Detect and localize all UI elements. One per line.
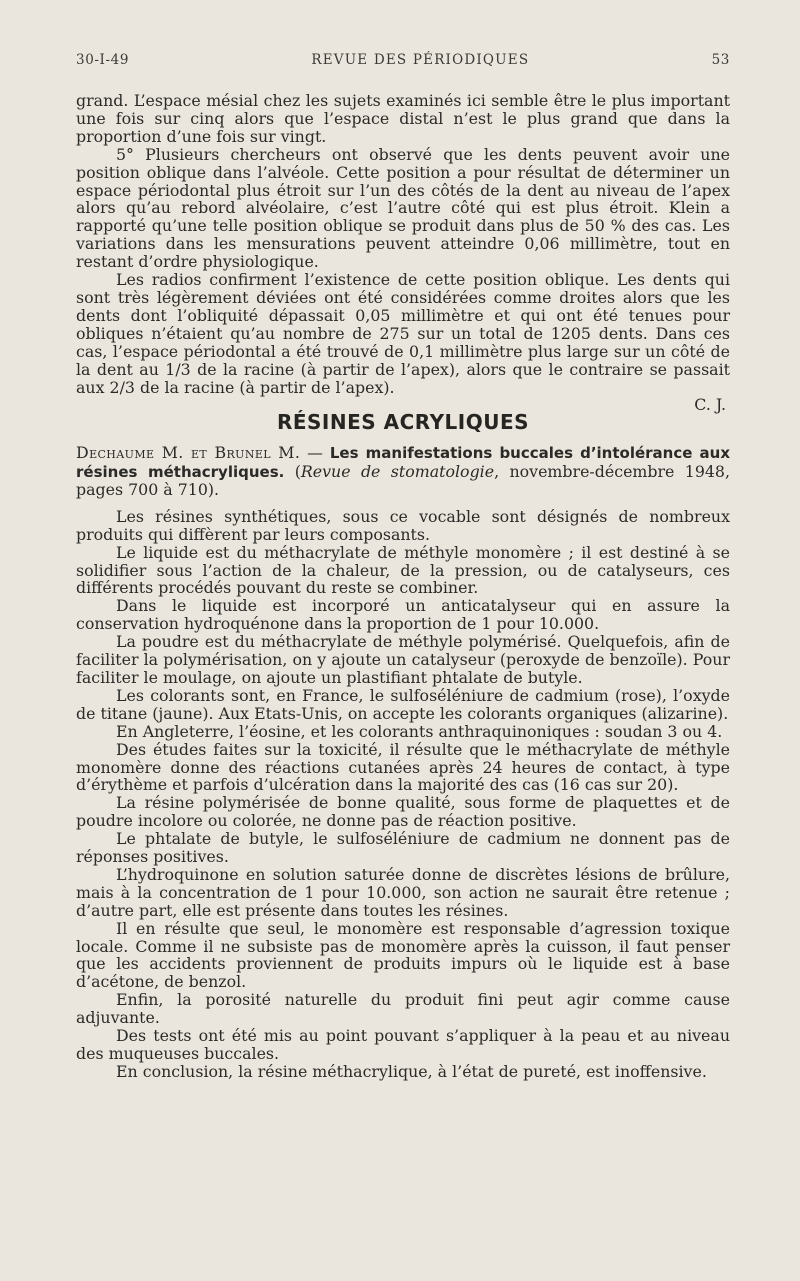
paragraph: En Angleterre, l’éosine, et les colorants anthraquinoniques : soudan 3 ou 4. xyxy=(116,721,723,741)
reference-authors: Dechaume M. et Brunel M. xyxy=(76,443,301,463)
paragraph: Le liquide est du méthacrylate de méthyle monomère ; il est destiné à se solidifier sous l’action de la chaleur, de la pression, ou de catalyseurs, ces différents procédés pouvant du reste se combiner. xyxy=(76,542,730,598)
paragraph: Des études faites sur la toxicité, il résulte que le méthacrylate de méthyle monomère donne des réactions cutanées après 24 heures de contact, à type d’érythème et parfois d’ulcération dans la majorité des cas (16 cas sur 20). xyxy=(76,739,730,795)
paragraph: grand. L’espace mésial chez les sujets examinés ici semble être le plus important une fois sur cinq alors que l’espace distal n’est le plus grand que dans la proportion d’une fois sur vingt. xyxy=(76,91,730,146)
author-signature: C. J. xyxy=(694,395,726,415)
previous-article-text xyxy=(76,92,730,396)
article-reference xyxy=(76,444,730,500)
running-header xyxy=(76,52,730,74)
reference-title: Les manifestations buccales d’intolérance aux résines méthacryliques. xyxy=(76,444,730,481)
paragraph: 5° Plusieurs chercheurs ont observé que les dents peuvent avoir une position oblique dans l’alvéole. Cette position a pour résultat de déterminer un espace périodontal plus étroit sur l’un des côtés de la dent au niveau de l’apex alors qu’au rebord alvéolaire, c’est l’autre côté qui est plus étroit. Klein a rapporté qu’une telle position oblique se produit dans plus de 50 % des cas. Les variations dans les mensurations peuvent atteindre 0,06 millimètre, tout en restant d’ordre physiologique. xyxy=(76,144,730,272)
reference-source-open: ( xyxy=(284,461,301,481)
paragraph: L’hydroquinone en solution saturée donne de discrètes lésions de brûlure, mais à la concentration de 1 pour 10.000, son action ne saurait être retenue ; d’autre part, elle est présente dans toutes les résines. xyxy=(76,864,730,920)
paragraph: Les radios confirment l’existence de cette position oblique. Les dents qui sont très légèrement déviées ont été considérées comme droites alors que les dents dont l’obliquité dépassait 0,05 millimètre et qui ont été tenues pour obliques n’étaient qu’au nombre de 275 sur un total de 1205 dents. Dans ces cas, l’espace périodontal a été trouvé de 0,1 millimètre plus large sur un côté de la dent au 1/3 de la racine (à partir de l’apex), alors que le contraire se passait aux 2/3 de la racine (à partir de l’apex). xyxy=(76,270,730,397)
reference-source-details: , novembre-décembre 1948, pages 700 à 710). xyxy=(76,461,730,500)
paragraph: Les colorants sont, en France, le sulfoséléniure de cadmium (rose), l’oxyde de titane (jaune). Aux Etats-Unis, on accepte les colorants organiques (alizarine). xyxy=(76,685,730,723)
paragraph: Il en résulte que seul, le monomère est responsable d’agression toxique locale. Comme il ne subsiste pas de monomère après la cuisson, il faut penser que les accidents proviennent de produits impurs où le liquide est à base d’acétone, de benzol. xyxy=(76,918,730,992)
article-body xyxy=(76,508,730,1081)
paragraph: Enfin, la porosité naturelle du produit fini peut agir comme cause adjuvante. xyxy=(76,990,730,1028)
paragraph: Dans le liquide est incorporé un anticatalyseur qui en assure la conservation hydroquénone dans la proportion de 1 pour 10.000. xyxy=(76,596,730,634)
paragraph: La poudre est du méthacrylate de méthyle polymérisé. Quelquefois, afin de faciliter la polymérisation, on y ajoute un catalyseur (peroxyde de benzoïle). Pour faciliter le moulage, on ajoute un plastifiant phtalate de butyle. xyxy=(76,632,730,687)
paragraph: En conclusion, la résine méthacrylique, à l’état de pureté, est inoffensive. xyxy=(116,1061,707,1081)
journal-title: REVUE DES PÉRIODIQUES xyxy=(311,52,530,68)
paragraph: Les résines synthétiques, sous ce vocable sont désignés de nombreux produits qui diffèrent par leurs composants. xyxy=(76,506,730,544)
section-title: RÉSINES ACRYLIQUES xyxy=(276,410,530,435)
document-page xyxy=(76,52,730,1081)
reference-dash: — xyxy=(300,443,330,463)
header-date: 30-I-49 xyxy=(76,52,130,68)
paragraph: Des tests ont été mis au point pouvant s’appliquer à la peau et au niveau des muqueuses buccales. xyxy=(76,1026,730,1063)
paragraph: Le phtalate de butyle, le sulfoséléniure de cadmium ne donnent pas de réponses positives. xyxy=(76,829,730,867)
paragraph: La résine polymérisée de bonne qualité, sous forme de plaquettes et de poudre incolore ou colorée, ne donne pas de réaction positive. xyxy=(76,793,730,831)
reference-journal: Revue de stomatologie xyxy=(300,461,495,481)
page-number: 53 xyxy=(711,52,730,68)
